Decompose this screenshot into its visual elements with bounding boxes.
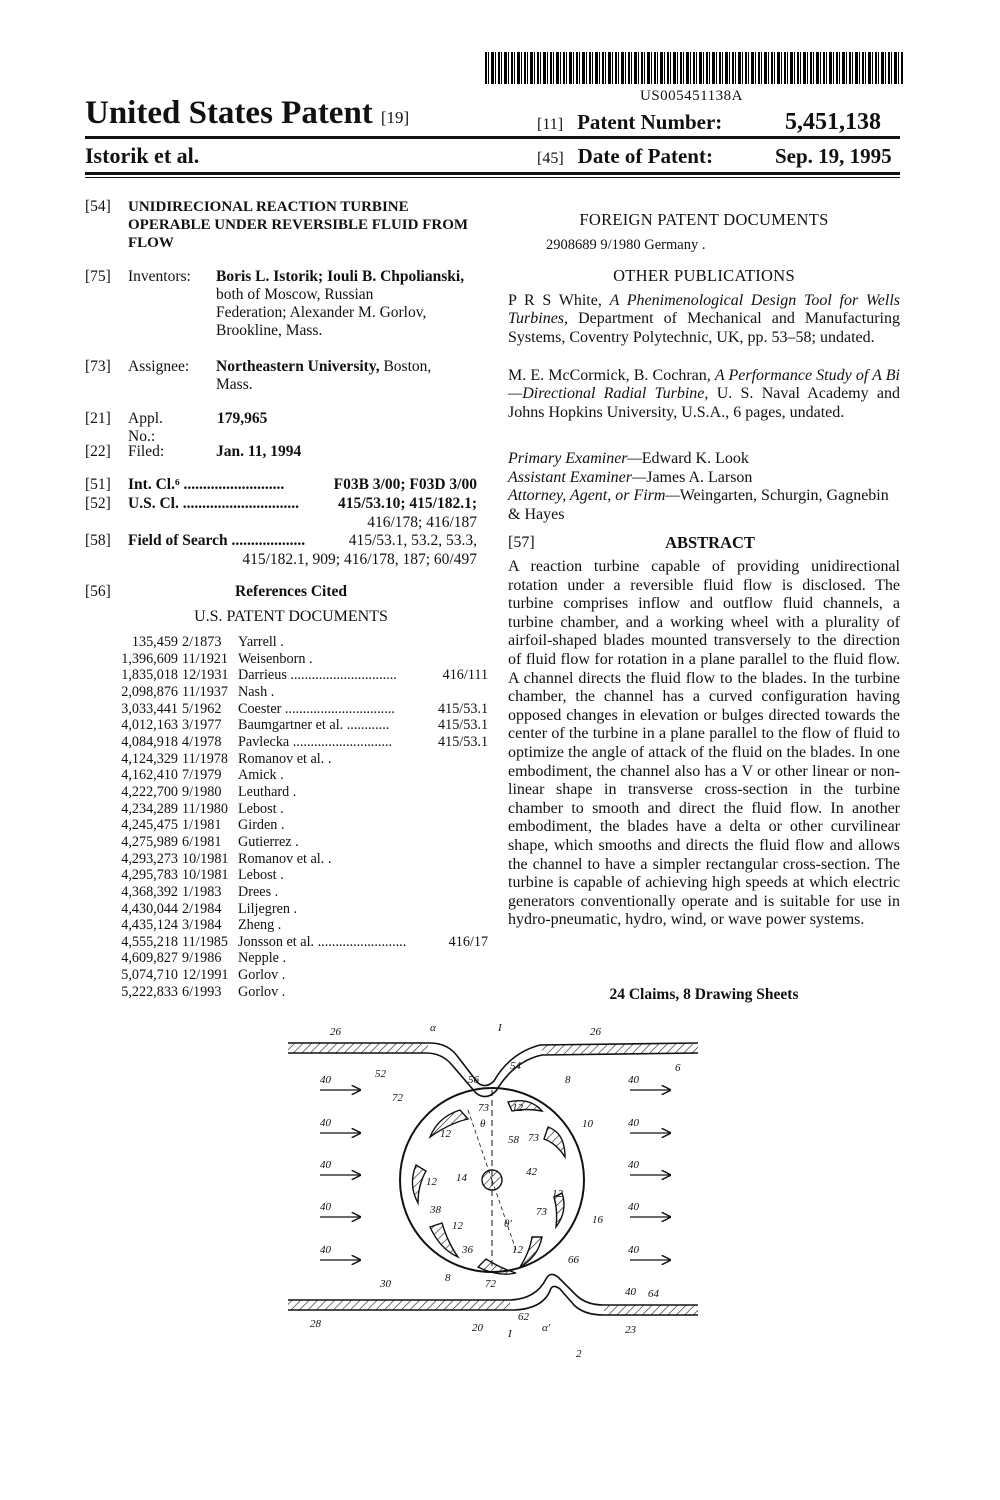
ref-class [438, 651, 488, 668]
ref-number: 4,293,273 [121, 850, 178, 867]
patent-number-label: Patent Number: [577, 110, 723, 134]
ref-label: 30 [380, 1278, 391, 1290]
ref-name: Gutierrez . [238, 833, 299, 850]
header-rule-top [85, 136, 900, 139]
ref-label: 36 [462, 1244, 473, 1256]
ref-date: 12/1991 [182, 967, 229, 984]
reference-row [100, 917, 488, 934]
barcode [485, 52, 903, 84]
ref-name: Amick . [238, 767, 284, 784]
ref-label: I [498, 1022, 502, 1034]
angle-line-lower [492, 1180, 516, 1250]
ref-name: Baumgartner et al. ............ [238, 717, 390, 734]
ref-date: 1/1983 [182, 883, 222, 900]
reference-row [100, 884, 488, 901]
ref-label: θ' [504, 1218, 512, 1230]
ref-name: Yarrell . [238, 634, 284, 650]
ref-class [438, 634, 488, 651]
ref-number: 1,835,018 [121, 667, 178, 684]
ref-label: 40 [320, 1244, 331, 1256]
reference-row [100, 734, 488, 751]
ref-date: 11/1921 [182, 650, 228, 667]
reference-row [100, 801, 488, 818]
blade-3 [544, 1127, 565, 1157]
ref-label: 54 [510, 1060, 521, 1072]
patent-date: Sep. 19, 1995 [775, 144, 892, 168]
reference-row [100, 901, 488, 918]
ref-name: Weisenborn . [238, 650, 313, 667]
ref-number: 4,555,218 [121, 933, 178, 950]
ref-name: Drees . [238, 883, 279, 900]
ref-number: 5,222,833 [121, 983, 178, 1000]
ref-label: 40 [628, 1201, 639, 1213]
ref-class [438, 767, 488, 784]
reference-row [100, 834, 488, 851]
ref-label: 58 [508, 1134, 519, 1146]
top-wall-hatch-left [288, 1043, 428, 1053]
document-id: US005451138A [640, 88, 743, 104]
ref-name: Nash . [238, 683, 275, 700]
ref-class [438, 917, 488, 934]
publication-1: P R S White, A Phenimenological Design Tool for Wells Turbines, Department of Mechanical and Manufacturing Systems, Coventry Polytechnic, UK, pp. 53–58; undated. [508, 292, 900, 346]
ref-number: 4,609,827 [121, 950, 178, 967]
ref-number: 4,245,475 [121, 817, 178, 834]
ref-name: Romanov et al. . [238, 750, 332, 767]
reference-row [100, 634, 488, 651]
ref-number: 135,459 [131, 634, 178, 650]
ref-date: 9/1986 [182, 950, 222, 967]
ref-label: 26 [330, 1026, 341, 1038]
reference-row [100, 667, 488, 684]
reference-row [100, 767, 488, 784]
reference-row [100, 684, 488, 701]
ref-class [438, 867, 488, 884]
ref-label: 12 [512, 1102, 523, 1114]
ref-label: 38 [430, 1204, 441, 1216]
ref-class [438, 817, 488, 834]
title-code: [19] [380, 108, 410, 127]
date-row [537, 144, 713, 169]
ref-label: 40 [628, 1244, 639, 1256]
ref-label: 73 [528, 1132, 539, 1144]
ref-label: 12 [440, 1128, 451, 1140]
examiners [508, 450, 900, 524]
reference-row [100, 751, 488, 768]
assignee: Northeastern University, Boston, Mass. [216, 358, 432, 393]
ref-date: 9/1980 [182, 783, 222, 800]
reference-row [100, 950, 488, 967]
ref-date: 2/1984 [182, 900, 222, 917]
turbine-drawing [280, 1015, 700, 1365]
reference-row [100, 867, 488, 884]
ref-label: 10 [582, 1118, 593, 1130]
references-title: References Cited [234, 583, 348, 600]
patent-number-row [537, 110, 722, 135]
ref-date: 12/1931 [182, 667, 229, 684]
ref-number: 4,430,044 [121, 900, 178, 917]
ref-label: 40 [628, 1117, 639, 1129]
ref-number: 4,162,410 [121, 767, 178, 784]
ref-number: 3,033,441 [121, 700, 178, 717]
ref-name: Gorlov . [238, 967, 286, 984]
ref-class: 415/53.1 [438, 717, 489, 734]
ref-label: 12 [426, 1176, 437, 1188]
abstract-title: ABSTRACT [665, 533, 755, 552]
foreign-docs-title: FOREIGN PATENT DOCUMENTS [579, 210, 829, 229]
ref-class [438, 901, 488, 918]
us-docs-title: U.S. PATENT DOCUMENTS [194, 608, 388, 625]
ref-label: I [508, 1328, 512, 1340]
ref-class [438, 801, 488, 818]
reference-row [100, 784, 488, 801]
flow-arrows-right [630, 1090, 670, 1260]
ref-date: 1/1981 [182, 817, 222, 834]
ref-label: 40 [320, 1117, 331, 1129]
other-pubs-title: OTHER PUBLICATIONS [613, 266, 795, 285]
patent-number-code: [11] [537, 116, 564, 133]
header-rule-thin [85, 177, 900, 178]
ref-number: 4,012,163 [121, 717, 178, 734]
blade-8 [412, 1165, 426, 1203]
ref-label: θ [480, 1118, 486, 1130]
ref-label: α [430, 1022, 436, 1034]
ref-label: 62 [518, 1311, 529, 1323]
date-label: Date of Patent: [577, 144, 713, 168]
ref-date: 11/1980 [182, 800, 228, 817]
authors: Istorik et al. [85, 143, 200, 168]
bottom-wall-hatch-left [288, 1300, 510, 1310]
bottom-wall-hatch-right [604, 1305, 698, 1315]
date-code: [45] [537, 150, 564, 167]
ref-label: 12 [452, 1220, 463, 1232]
ref-name: Leuthard . [238, 783, 297, 800]
flow-arrows-left [320, 1090, 360, 1260]
ref-class [438, 751, 488, 768]
abstract-text: A reaction turbine capable of providing unidirectional rotation under a reversible fluid flow is disclosed. The turbine comprises inflow and outflow fluid channels, a turbine chamber, and a working wheel with a plurality of airfoil-shaped blades mounted transversely to the direction of fluid flow for rotation in a plane parallel to the fluid flow. A channel directs the fluid flow to the blades. In the turbine chamber, the channel has a curved configuration having opposed changes in elevation or bulges directed towards the center of the turbine in a plane parallel to the flow of fluid to optimize the angle of attack of the fluid on the blades. In one embodiment, the channel also has a V or other linear or non-linear shape in transverse cross-section in the turbine chamber to smooth and direct the fluid flow. In another embodiment, the blades have a delta or other curvilinear shape, which smooths and directs the fluid flow and allows the channel to have a simpler rectangular cross-section. The turbine is capable of achieving high speeds at which electric generators conventionally operate and is suitable for use in hydro-pneumatic, hydro, wind, or wave power systems. [508, 558, 900, 929]
patent-number: 5,451,138 [785, 109, 881, 135]
top-wall-hatch-right [542, 1044, 698, 1054]
ref-date: 11/1985 [182, 933, 228, 950]
ref-name: Girden . [238, 817, 285, 834]
foreign-entry: 2908689 9/1980 Germany . [546, 237, 706, 253]
claims-summary: 24 Claims, 8 Drawing Sheets [609, 986, 799, 1003]
ref-date: 3/1984 [182, 917, 222, 934]
ref-label: 12 [552, 1188, 563, 1200]
ref-date: 11/1978 [182, 750, 228, 767]
ref-label: 42 [526, 1166, 537, 1178]
ref-label: 12 [512, 1244, 523, 1256]
ref-number: 4,275,989 [121, 833, 178, 850]
ref-label: α' [542, 1322, 551, 1334]
ref-name: Darrieus .............................. [238, 667, 397, 684]
inventors: Boris L. Istorik; Iouli B. Chpolianski, both of Moscow, Russian Federation; Alexander M. Gorlov, Brookline, Mass. [216, 268, 465, 339]
ref-class [438, 984, 488, 1001]
references-table [100, 634, 488, 1000]
ref-label: 73 [536, 1206, 547, 1218]
ref-class: 415/53.1 [438, 700, 489, 717]
ref-number: 4,084,918 [121, 733, 178, 750]
primary-examiner: Primary Examiner—Edward K. Look [508, 450, 749, 467]
invention-title: UNIDIRECIONAL REACTION TURBINE OPERABLE UNDER REVERSIBLE FLUID FROM FLOW [128, 199, 469, 251]
reference-row [100, 967, 488, 984]
ref-class [438, 784, 488, 801]
ref-number: 4,368,392 [121, 883, 178, 900]
reference-row [100, 851, 488, 868]
ref-label: 26 [590, 1026, 601, 1038]
ref-label: 8 [445, 1272, 451, 1284]
reference-row [100, 817, 488, 834]
reference-row [100, 701, 488, 718]
ref-label: 40 [628, 1074, 639, 1086]
ref-name: Pavlecka ............................ [238, 733, 393, 750]
reference-row [100, 984, 488, 1001]
ref-label: 20 [472, 1322, 483, 1334]
ref-class [438, 967, 488, 984]
ref-name: Jonsson et al. ......................... [238, 933, 407, 950]
ref-class [438, 950, 488, 967]
ref-label: 16 [592, 1214, 603, 1226]
ref-number: 5,074,710 [121, 967, 178, 984]
ref-class [438, 684, 488, 701]
ref-label: 52 [375, 1068, 386, 1080]
ref-label: 56 [468, 1074, 479, 1086]
ref-date: 6/1981 [182, 833, 222, 850]
ref-class [438, 834, 488, 851]
ref-date: 2/1873 [182, 634, 222, 650]
ref-name: Lebost . [238, 867, 284, 884]
abstract-code: [57] [508, 534, 535, 551]
ref-class [438, 851, 488, 868]
ref-class: 415/53.1 [438, 733, 489, 750]
ref-label: 40 [320, 1201, 331, 1213]
ref-name: Romanov et al. . [238, 850, 332, 867]
ref-label: 14 [456, 1172, 467, 1184]
attorney: Attorney, Agent, or Firm—Weingarten, Schurgin, Gagnebin & Hayes [508, 487, 889, 523]
ref-class: 416/111 [442, 667, 489, 684]
ref-label: 23 [625, 1324, 636, 1336]
ref-label: 64 [648, 1288, 659, 1300]
ref-label: 2 [576, 1348, 582, 1360]
ref-label: 40 [625, 1286, 636, 1298]
ref-name: Nepple . [238, 950, 287, 967]
ref-label: 72 [392, 1092, 403, 1104]
ref-number: 1,396,609 [121, 650, 178, 667]
ref-name: Gorlov . [238, 983, 286, 1000]
reference-row [100, 934, 488, 951]
ref-date: 4/1978 [182, 733, 222, 750]
ref-date: 10/1981 [182, 867, 229, 884]
ref-date: 7/1979 [182, 767, 222, 784]
ref-label: 72 [485, 1278, 496, 1290]
ref-name: Zheng . [238, 917, 282, 934]
ref-number: 4,222,700 [121, 783, 178, 800]
ref-class: 416/17 [448, 933, 489, 950]
ref-label: 6 [675, 1062, 681, 1074]
office-title: United States Patent [85, 95, 373, 131]
ref-label: 40 [320, 1159, 331, 1171]
ref-date: 11/1937 [182, 683, 228, 700]
ref-date: 10/1981 [182, 850, 229, 867]
ref-class [438, 884, 488, 901]
ref-number: 4,435,124 [121, 917, 178, 934]
reference-row [100, 717, 488, 734]
patent-title-line [85, 95, 409, 132]
ref-name: Coester ............................... [238, 700, 395, 717]
ref-date: 3/1977 [182, 717, 222, 734]
header-rule-bottom [85, 172, 900, 175]
ref-label: 40 [320, 1074, 331, 1086]
ref-label: 8 [565, 1074, 571, 1086]
ref-number: 2,098,876 [121, 683, 178, 700]
ref-name: Liljegren . [238, 900, 298, 917]
ref-label: 28 [310, 1318, 321, 1330]
ref-number: 4,234,289 [121, 800, 178, 817]
ref-date: 5/1962 [182, 700, 222, 717]
ref-label: 40 [628, 1159, 639, 1171]
ref-name: Lebost . [238, 800, 284, 817]
publication-2: M. E. McCormick, B. Cochran, A Performance Study of A Bi—Directional Radial Turbine, U. S. Naval Academy and Johns Hopkins University, U.S.A., 6 pages, undated. [508, 367, 901, 421]
ref-number: 4,295,783 [121, 867, 178, 884]
ref-number: 4,124,329 [121, 750, 178, 767]
ref-date: 6/1993 [182, 983, 222, 1000]
assistant-examiner: Assistant Examiner—James A. Larson [508, 468, 753, 486]
reference-row [100, 651, 488, 668]
ref-label: 66 [568, 1254, 579, 1266]
ref-label: 73 [478, 1102, 489, 1114]
